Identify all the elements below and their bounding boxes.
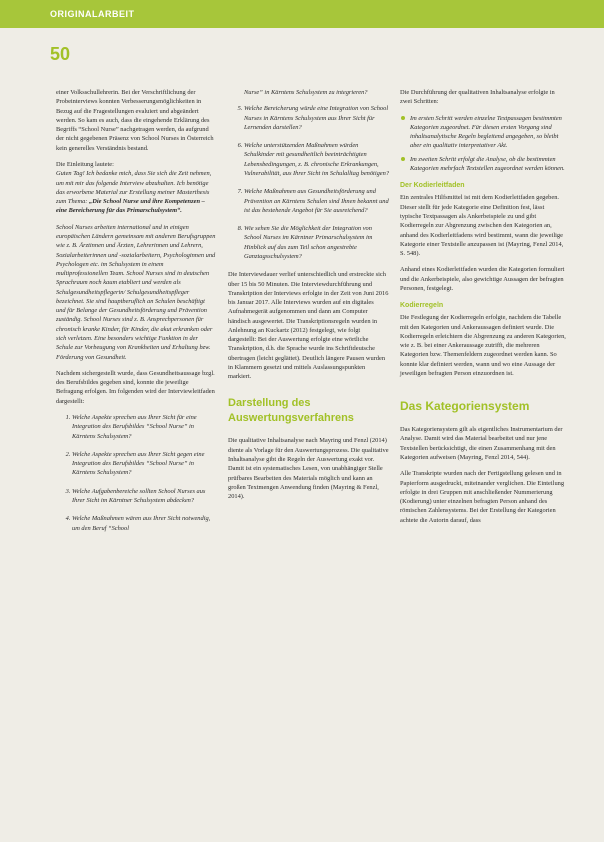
bullet-item <box>410 155 566 174</box>
section-label: ORIGINALARBEIT <box>50 9 135 19</box>
paragraph: Nachdem sichergestellt wurde, dass Gesundheitsaussage bzgl. des Berufsbildes gegeben sind, konnte die jeweilige Befragung erfolgen. Im folgenden wird der Interviewleitfaden dargestellt: <box>56 369 215 405</box>
question-item: 8. Wie sehen Sie die Möglichkeit der Integration von School Nurses im Kärntner Primarschulsystem im Hinblick auf das zum Teil schon angestrebte Ganztagsschulsystem? <box>244 224 390 261</box>
paragraph <box>56 160 216 216</box>
bullet-item <box>410 114 566 151</box>
paragraph: School Nurses arbeiten international und in einigen europäischen Ländern gemeinsam mit anderen Berufsgruppen wie z. B. Ärztinnen und Ärzten, Lehrerinnen und Lehrern, Sozialarbeiterinnen und -sozialarbeitern, Psychologinnen und Psychologen etc. im Schulsystem in einem multiprofessionellen Team. School Nurses sind in deutschen Sprachraum noch kaum etabliert und werden als Schulgesundheitspflegerin/ Schulgesundheitspfleger bezeichnet. Sie sind hauptberuflich an Schulen beschäftigt und für Belange der Gesundheitsförderung und Prävention zuständig. School Nurses sind z. B. Ansprechpersonen für chronisch kranke Kinder, für Kinder, die akut erkranken oder sich verletzen. Eine besonders wichtige Funktion in der Schule zur Vorbeugung von Krankheiten und Erhaltung bzw. Förderung von Gesundheit. <box>56 223 216 361</box>
subheading: Der Kodierleitfaden <box>400 182 465 190</box>
question-list <box>56 413 216 533</box>
intro-label: Die Einleitung lautete: <box>56 160 114 168</box>
paragraph: Die Interviewdauer verlief unterschiedlich und erstreckte sich über 15 bis 50 Minuten. Die Interviewdurchführung und Transkription der Interviews erfolgte in der Zeit von Juni 2016 bis Januar 2017. Alle Interviews wurden auf ein digitales Aufnahmegerät aufgenommen und dann am Computer händisch ausgewertet. Die Transkriptionsregeln wurden in Anlehnung an Kuckartz (2012) festgelegt, wie folgt dargestellt: Bei der Auswertung erfolgte eine wörtliche Transkription, d.h. die Sprache wurde ins Schriftdeutsche übertragen (leicht geglättet). Deutlich längere Pausen wurden in Klammern gesetzt und mittels Auslassungspunkten markiert. <box>228 271 389 381</box>
page-number: 50 <box>50 44 71 64</box>
paragraph: Das Kategoriensystem gilt als eigentliches Instrumentarium der Analyse. Damit wird das Material bearbeitet und nur jene Textstellen berücksichtigt, die einen Zusammenhang mit den Kategorien aufweisen (Mayring, Fenzl 2014, 544). <box>400 426 563 461</box>
question-item: 3. Welche Aufgabenbereiche sollten School Nurses aus Ihrer Sicht im Kärntner Schulsystem abdecken? <box>72 487 216 506</box>
paragraph: Die Festlegung der Kodierregeln erfolgte, nachdem die Tabelle mit den Kategorien und Ankeraussagen definiert wurde. Die Kodierregeln erleichtern die Abgrenzung zu anderen Kategorien, wie z. B. bei einer Ankeraussage zutrifft, die mehreren Kategorien bzw. Themenfeldern zugeordnet werden kann. So konnte klar definiert werden, wann und wo eine Aussage der jeweiligen befragten Person einzuordnen ist. <box>400 314 566 378</box>
subheading: Kodierregeln <box>400 302 444 310</box>
question-item: 5. Welche Bereicherung würde eine Integration von School Nurses in Kärntens Schulsystem aus Ihrer Sicht für Lernenden darstellen? <box>244 104 390 132</box>
column-1 <box>56 88 216 542</box>
paragraph: Ein zentrales Hilfsmittel ist mit dem Kodierleitfaden gegeben. Dieser stellt für jede Kategorie eine Definition fest, lässt typische Textpassagen als Ankerbeispiele zu und gibt Kodierregeln zur Abgrenzung zwischen den Kategorien an, anhand des Kodierleitfadens wird bestimmt, wann die jeweilige Kategorie einer Textstelle anzupassen ist (Mayring, Fenzl 2014, S. 548). <box>400 194 564 258</box>
thesis-title: „Die School Nurse und ihre Kompetenzen – eine Bereicherung für das Primarschulsystem“. <box>56 198 205 215</box>
bullet-icon <box>401 157 405 161</box>
bullet-list <box>400 114 566 174</box>
section-heading: Darstellung des Auswertungsverfahrens <box>228 396 354 424</box>
column-2 <box>228 88 390 508</box>
bullet-text: Im ersten Schritt werden einzelne Textpassagen bestimmten Kategorien zugeordnet. Für diesen ersten Vorgang sind inhaltsanalytische Regeln begleitend angegeben, so bleibt aber ein qualitativ interpretativer Akt. <box>410 114 562 150</box>
bullet-text: Im zweiten Schritt erfolgt die Analyse, ob die bestimmten Kategorien mehrfach Textstellen zugeordnet werden können. <box>410 155 565 172</box>
question-item: 2. Welche Aspekte sprechen aus Ihrer Sicht gegen eine Integration des Berufsbildes “School Nurse” in Kärntens Schulsystem? <box>72 450 216 478</box>
paragraph: Anhand eines Kodierleitfaden wurden die Kategorien formuliert und die Ankerbeispiele, also gewichtige Aussagen der befragten Personen, festgelegt. <box>400 266 565 292</box>
intro-quote: Guten Tag! Ich bedanke mich, dass Sie sich die Zeit nehmen, um mit mir das folgende Interview abzuhalten. Ich benötige das erworbene Material zur Erstellung meiner Masterthesis zum Thema: <box>56 170 212 206</box>
question-item: 4. Welche Maßnahmen wären aus Ihrer Sicht notwendig, um den Beruf “School <box>72 514 216 533</box>
header-bar <box>0 0 604 28</box>
question-item: 7. Welche Maßnahmen aus Gesundheitsförderung und Prävention an Kärntens Schulen sind Ihnen bekannt und ist das bestehende Angebot für Sie ausreichend? <box>244 187 390 215</box>
bullet-icon <box>401 116 405 120</box>
section-heading: Das Kategoriensystem <box>400 399 530 414</box>
paragraph: Die qualitative Inhaltsanalyse nach Mayring und Fenzl (2014) diente als Vorlage für den Auswertungsprozess. Die qualitative Inhaltsanalyse gibt die Regeln der Auswertung exakt vor. Damit ist ein systematisches Lesen, von unabhängiger Stelle prüfbares Bearbeiten des Materials möglich und kann an großen Textmengen Anwendung finden (Mayring & Fenzl, 2014). <box>228 437 389 501</box>
paragraph: Alle Transkripte wurden nach der Fertigstellung gelesen und in Papierform ausgedruckt, miteinander verglichen. Die Einteilung erfolgte in drei Gruppen mit anschließender Nummerierung (Kodierung) unter einzelnen befragten Person anhand des römischen Zahlensystems. Bei der Erstellung der Kategorien achtete die Autorin darauf, dass <box>400 470 565 524</box>
question-item: 1. Welche Aspekte sprechen aus Ihrer Sicht für eine Integration des Berufsbildes “School Nurse” in Kärntens Schulsystem? <box>72 413 216 441</box>
question-list <box>228 104 390 261</box>
paragraph: einer Volksschullehrerin. Bei der Verschriftlichung der Probeinterviews konnten Verbesserungsmöglichkeiten in Bezug auf die Fragestellungen evaluiert und abgeändert werden. So kam es auch, dass die eingehende Erklärung des Begriffs “School Nurse” nachgetragen werden, da aufgrund der nicht gegebenen Präsenz von School Nurses in Österreich kein generelles Verständnis bestand. <box>56 89 214 152</box>
paragraph: Die Durchführung der qualitativen Inhaltsanalyse erfolgte in zwei Schritten: <box>400 89 555 106</box>
question-item: 6. Welche unterstützenden Maßnahmen würden Schulkinder mit gesundheitlich beeinträchtigten Lebensbedingungen, z. B. chronische Erkrankungen, Vulnerabilität, aus Ihrer Sicht im Schulalltag benötigen? <box>244 141 390 178</box>
question-continuation: Nurse” in Kärntens Schulsystem zu integrieren? <box>244 89 368 96</box>
column-3 <box>400 88 566 532</box>
